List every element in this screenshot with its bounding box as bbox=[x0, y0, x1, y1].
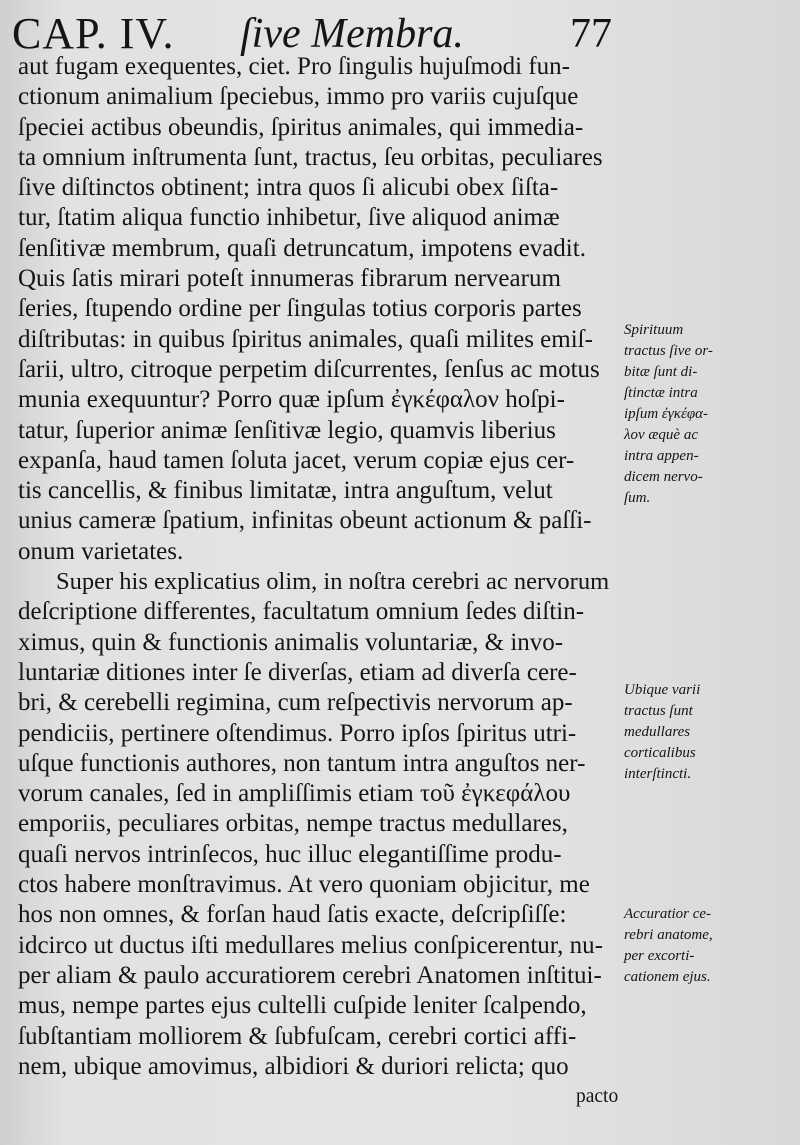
margin-note-line: cationem ejus. bbox=[624, 969, 711, 985]
text-line: emporiis, peculiares orbitas, nempe tractus medullares, bbox=[18, 810, 568, 838]
margin-note-line: bitæ ſunt di- bbox=[624, 364, 698, 380]
margin-note-line: ſtinctæ intra bbox=[624, 385, 698, 401]
margin-note-line: per excorti- bbox=[624, 948, 695, 964]
text-line: idcirco ut ductus iſti medullares melius conſpicerentur, nu- bbox=[18, 931, 603, 959]
text-line: ſeries, ſtupendo ordine per ſingulas totius corporis partes bbox=[18, 295, 582, 323]
margin-note-line: intra appen- bbox=[624, 448, 699, 464]
text-line: aut fugam exequentes, ciet. Pro ſingulis hujuſmodi fun- bbox=[18, 53, 570, 80]
margin-note-line: interſtincti. bbox=[624, 766, 692, 782]
margin-note-line: λον æquè ac bbox=[624, 427, 698, 443]
margin-note-line: Ubique varii bbox=[624, 682, 701, 698]
text-line: vorum canales, ſed in ampliſſimis etiam τοῦ ἐγκεφάλου bbox=[18, 780, 571, 808]
page-number: 77 bbox=[570, 11, 612, 57]
text-line: ctos habere monſtravimus. At vero quoniam objicitur, me bbox=[18, 871, 590, 899]
text-line: nem, ubique amovimus, albidiori & duriori relicta; quo bbox=[18, 1052, 569, 1080]
margin-note-line: medullares bbox=[624, 724, 691, 740]
text-line: ſenſitivæ membrum, quaſi detruncatum, impotens evadit. bbox=[18, 234, 586, 262]
body-text bbox=[18, 52, 618, 1112]
text-line: tis cancellis, & finibus limitatæ, intra anguſtum, velut bbox=[18, 477, 553, 505]
text-line: Super his explicatius olim, in noſtra cerebri ac nervorum bbox=[56, 568, 610, 596]
text-line: ximus, quin & functionis animalis voluntariæ, & invo- bbox=[18, 628, 564, 656]
text-line: diſtributas: in quibus ſpiritus animales, quaſi milites emiſ- bbox=[18, 325, 593, 353]
text-line: ctionum animalium ſpeciebus, immo pro variis cujuſque bbox=[18, 83, 579, 111]
margin-note-line: ipſum ἐγκέφα- bbox=[624, 406, 709, 422]
margin-note-line: dicem nervo- bbox=[624, 469, 703, 485]
text-line: expanſa, haud tamen ſoluta jacet, verum copiæ ejus cer- bbox=[18, 446, 575, 474]
text-line: mus, nempe partes ejus cultelli cuſpide leniter ſcalpendo, bbox=[18, 992, 587, 1020]
margin-note-ubique bbox=[624, 680, 794, 785]
paragraph-1 bbox=[18, 52, 618, 567]
text-line: ſpeciei actibus obeundis, ſpiritus animales, qui immedia- bbox=[18, 113, 584, 141]
text-line: munia exequuntur? Porro quæ ipſum ἐγκέφαλον hoſpi- bbox=[18, 386, 565, 414]
text-line: ſive diſtinctos obtinent; intra quos ſi alicubi obex ſiſta- bbox=[18, 174, 559, 202]
text-line: per aliam & paulo accuratiorem cerebri Anatomen inſtitui- bbox=[18, 961, 602, 989]
margin-note-line: Accuratior ce- bbox=[624, 906, 712, 922]
text-line: uſque functionis authores, non tantum intra anguſtos ner- bbox=[18, 749, 586, 777]
text-line: pendiciis, pertinere oſtendimus. Porro ipſos ſpiritus utri- bbox=[18, 719, 577, 747]
text-line: ta omnium inſtrumenta ſunt, tractus, ſeu orbitas, peculiares bbox=[18, 143, 603, 171]
text-line: tatur, ſuperior animæ ſenſitivæ legio, quamvis liberius bbox=[18, 416, 556, 444]
margin-note-line: tractus ſive or- bbox=[624, 343, 713, 359]
text-line: onum varietates. bbox=[18, 537, 184, 565]
text-line: unius cameræ ſpatium, infinitas obeunt actionum & paſſi- bbox=[18, 507, 592, 535]
margin-note-line: corticalibus bbox=[624, 745, 696, 761]
text-line: ſubſtantiam molliorem & ſubfuſcam, cerebri cortici affi- bbox=[18, 1022, 577, 1050]
margin-note-spirituum bbox=[624, 320, 794, 509]
text-line: quaſi nervos intrinſecos, huc illuc elegantiſſime produ- bbox=[18, 840, 562, 868]
catchword: pacto bbox=[576, 1086, 619, 1108]
text-line: deſcriptione differentes, facultatum omnium ſedes diſtin- bbox=[18, 598, 585, 626]
margin-note-line: tractus ſunt bbox=[624, 703, 693, 719]
margin-note-line: Spirituum bbox=[624, 322, 684, 338]
text-line: luntariæ ditiones inter ſe diverſas, etiam ad diverſa cere- bbox=[18, 658, 577, 686]
text-line: ſarii, ultro, citroque perpetim diſcurrentes, ſenſus ac motus bbox=[18, 355, 600, 383]
text-line: Quis ſatis mirari poteſt innumeras fibrarum nervearum bbox=[18, 265, 561, 293]
text-line: bri, & cerebelli regimina, cum reſpectivis nervorum ap- bbox=[18, 689, 573, 717]
paragraph-2 bbox=[18, 567, 618, 1112]
margin-note-line: rebri anatome, bbox=[624, 927, 713, 943]
margin-note-accuratior bbox=[624, 904, 794, 988]
margin-note-line: ſum. bbox=[624, 490, 651, 506]
text-line: hos non omnes, & forſan haud ſatis exacte, deſcripſiſſe: bbox=[18, 901, 567, 929]
chapter-label: CAP. IV. bbox=[12, 9, 175, 58]
text-line: tur, ſtatim aliqua functio inhibetur, ſive aliquod animæ bbox=[18, 204, 560, 232]
running-title: ſive Membra. bbox=[240, 11, 464, 57]
